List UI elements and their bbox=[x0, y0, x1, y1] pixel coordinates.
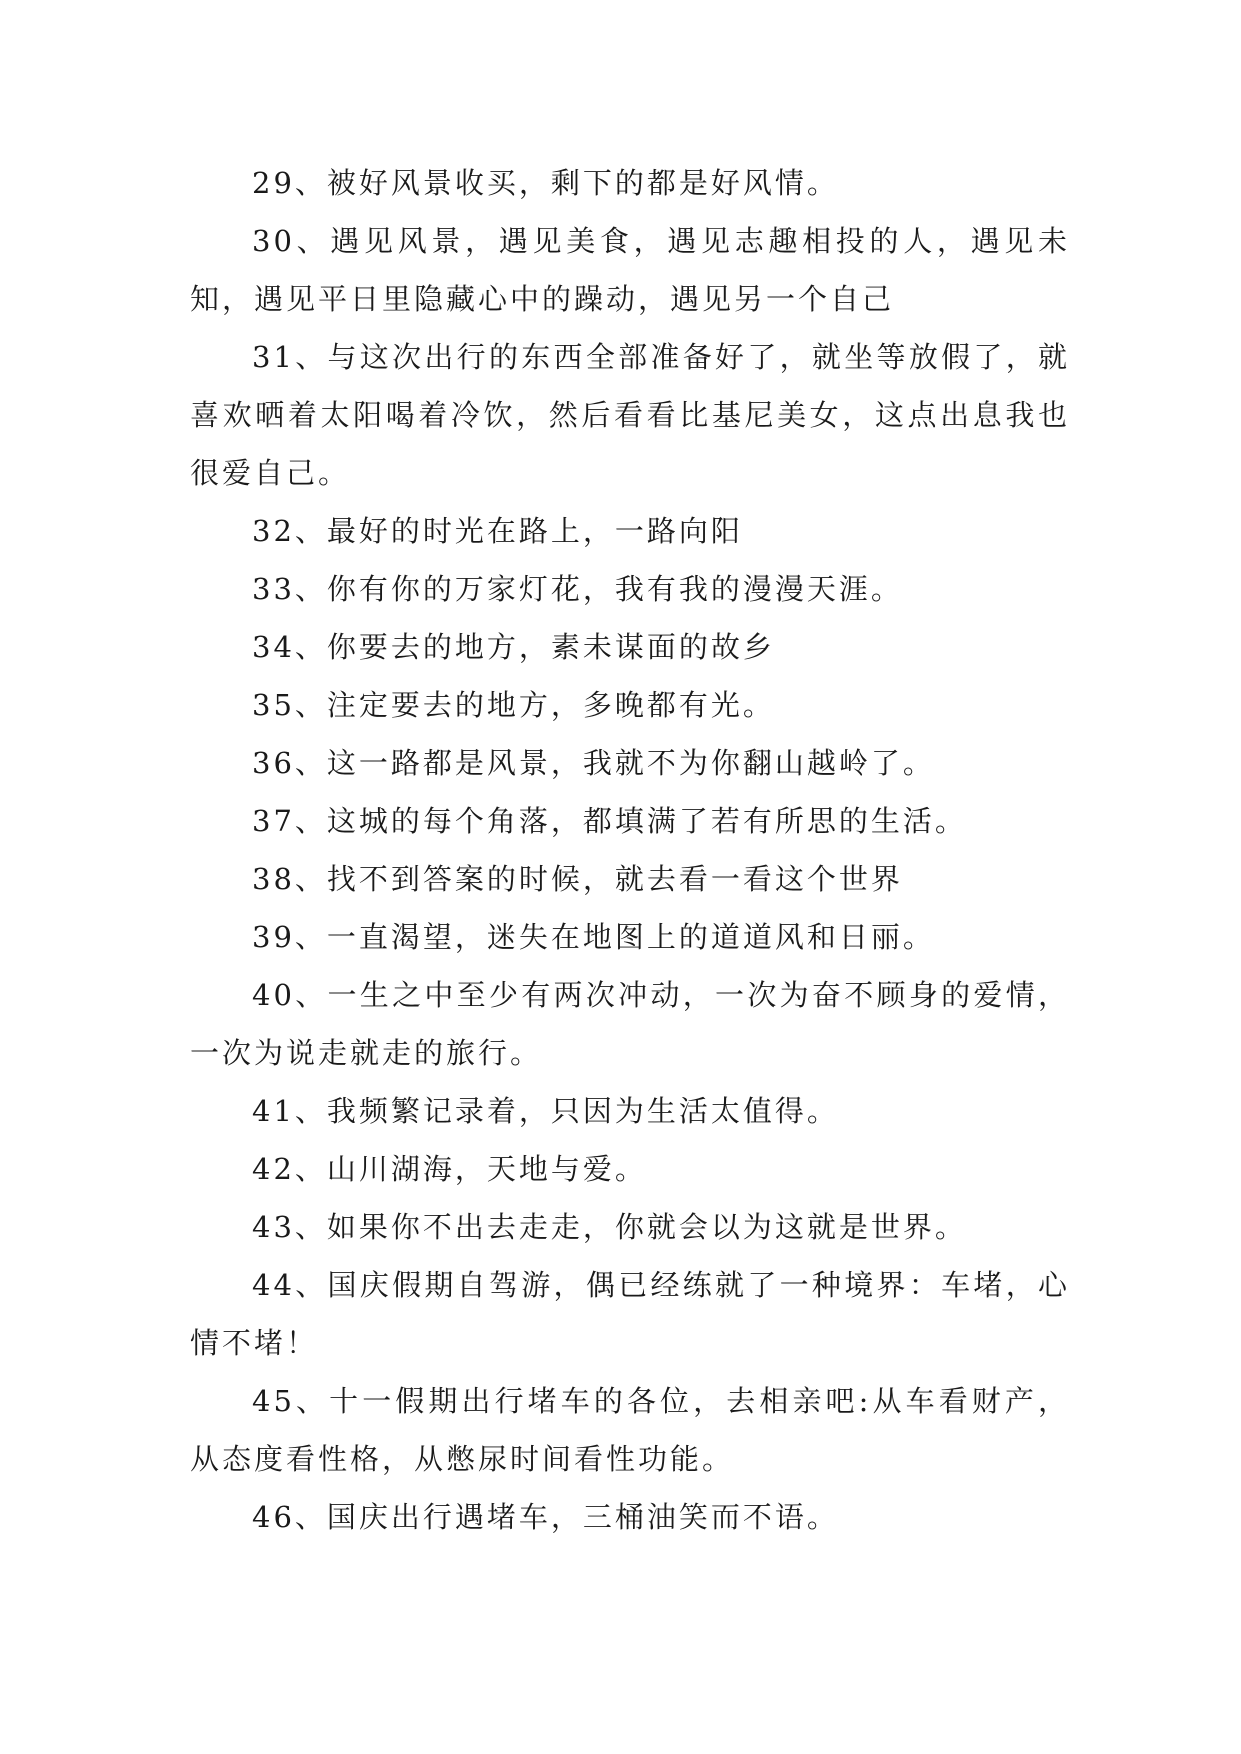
paragraph-35: 35、注定要去的地方，多晚都有光。 bbox=[252, 688, 775, 722]
paragraph-34: 34、你要去的地方，素未谋面的故乡 bbox=[252, 630, 775, 664]
paragraph-41: 41、我频繁记录着，只因为生活太值得。 bbox=[252, 1094, 839, 1128]
paragraph-38: 38、找不到答案的时候，就去看一看这个世界 bbox=[252, 862, 903, 896]
paragraph-45: 45、十一假期出行堵车的各位，去相亲吧:从车看财产，从态度看性格，从憋尿时间看性功能。 bbox=[190, 1384, 1070, 1476]
paragraph-36: 36、这一路都是风景，我就不为你翻山越岭了。 bbox=[252, 746, 935, 780]
document-body bbox=[190, 154, 1070, 1546]
paragraph-33: 33、你有你的万家灯花，我有我的漫漫天涯。 bbox=[252, 572, 903, 606]
paragraph-29: 29、被好风景收买，剩下的都是好风情。 bbox=[252, 166, 839, 200]
paragraph-30: 30、遇见风景，遇见美食，遇见志趣相投的人，遇见未知，遇见平日里隐藏心中的躁动，遇见另一个自己 bbox=[190, 224, 1070, 316]
paragraph-43: 43、如果你不出去走走，你就会以为这就是世界。 bbox=[252, 1210, 967, 1244]
paragraph-32: 32、最好的时光在路上，一路向阳 bbox=[252, 514, 743, 548]
paragraph-46: 46、国庆出行遇堵车，三桶油笑而不语。 bbox=[252, 1500, 839, 1534]
paragraph-31: 31、与这次出行的东西全部准备好了，就坐等放假了，就喜欢晒着太阳喝着冷饮，然后看看比基尼美女，这点出息我也很爱自己。 bbox=[190, 340, 1070, 490]
paragraph-37: 37、这城的每个角落，都填满了若有所思的生活。 bbox=[252, 804, 967, 838]
paragraph-40: 40、一生之中至少有两次冲动，一次为奋不顾身的爱情，一次为说走就走的旅行。 bbox=[190, 978, 1070, 1070]
paragraph-44: 44、国庆假期自驾游，偶已经练就了一种境界：车堵，心情不堵！ bbox=[190, 1268, 1070, 1360]
paragraph-39: 39、一直渴望，迷失在地图上的道道风和日丽。 bbox=[252, 920, 935, 954]
paragraph-42: 42、山川湖海，天地与爱。 bbox=[252, 1152, 647, 1186]
